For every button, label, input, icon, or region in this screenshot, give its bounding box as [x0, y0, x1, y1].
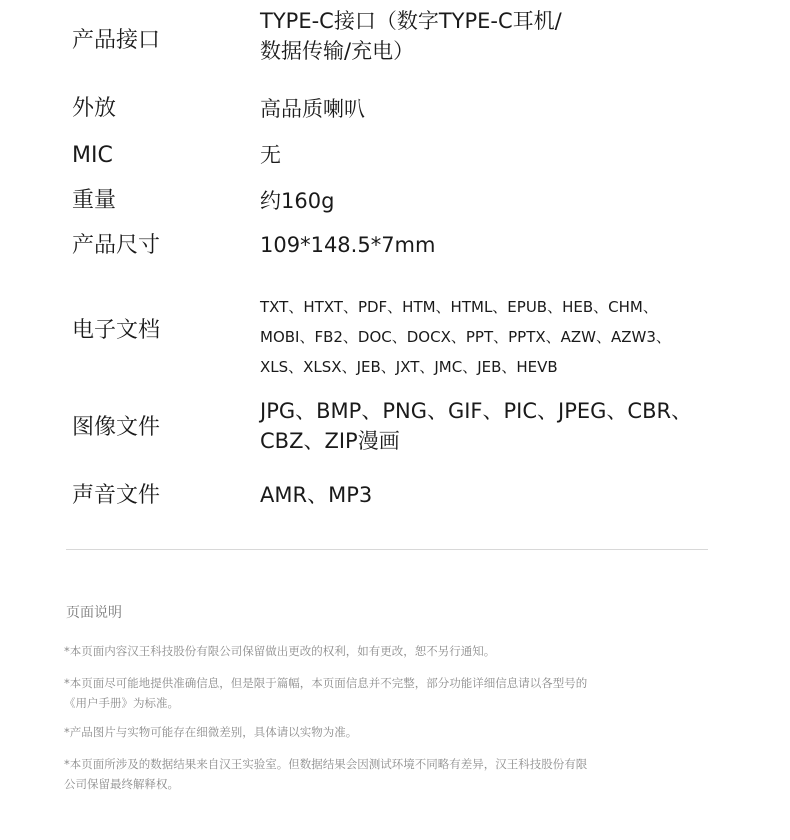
notes-title: 页面说明 — [66, 605, 122, 621]
note-line: *本页面内容汉王科技股份有限公司保留做出更改的权利，如有更改，恕不另行通知。 — [64, 644, 496, 658]
spec-value-dimensions — [260, 230, 435, 260]
spec-label-speaker: 外放 — [72, 96, 117, 121]
spec-value-ebook-formats — [260, 292, 671, 382]
note-item — [64, 754, 724, 794]
spec-label-interface: 产品接口 — [72, 28, 161, 53]
spec-value-audio-formats — [260, 480, 372, 510]
spec-value-speaker — [260, 94, 365, 124]
spec-value-line: AMR、MP3 — [260, 483, 373, 507]
spec-label-audio-formats: 声音文件 — [72, 483, 161, 508]
spec-value-mic — [260, 140, 281, 170]
spec-value-line: XLS、XLSX、JEB、JXT、JMC、JEB、HEVB — [260, 358, 558, 376]
spec-value-line: 数据传输/充电） — [260, 39, 415, 63]
spec-value-line: CBZ、ZIP漫画 — [260, 429, 400, 453]
spec-label-mic: MIC — [72, 143, 113, 168]
note-line: *本页面所涉及的数据结果来自汉王实验室。但数据结果会因测试环境不同略有差异，汉王科技股份有限 — [64, 757, 588, 771]
note-line: *本页面尽可能地提供准确信息，但是限于篇幅，本页面信息并不完整，部分功能详细信息请以各型号的 — [64, 676, 588, 690]
spec-value-weight — [260, 186, 334, 216]
spec-value-interface — [260, 6, 562, 66]
note-item — [64, 722, 724, 742]
spec-value-line: 109*148.5*7mm — [260, 233, 436, 257]
spec-label-ebook-formats: 电子文档 — [72, 318, 161, 343]
note-item — [64, 673, 724, 713]
spec-value-line: JPG、BMP、PNG、GIF、PIC、JPEG、CBR、 — [260, 399, 693, 423]
spec-value-line: MOBI、FB2、DOC、DOCX、PPT、PPTX、AZW、AZW3、 — [260, 328, 671, 346]
spec-label-image-formats: 图像文件 — [72, 415, 161, 440]
spec-value-line: 高品质喇叭 — [260, 97, 365, 121]
section-divider — [66, 549, 708, 550]
note-line: *产品图片与实物可能存在细微差别，具体请以实物为准。 — [64, 725, 358, 739]
spec-value-image-formats — [260, 396, 692, 456]
spec-value-line: 约160g — [260, 189, 335, 213]
spec-label-weight: 重量 — [72, 188, 117, 213]
note-line: 《用户手册》为标准。 — [64, 696, 179, 710]
spec-value-line: TYPE-C接口（数字TYPE-C耳机/ — [260, 9, 562, 33]
spec-label-dimensions: 产品尺寸 — [72, 233, 161, 258]
spec-value-line: 无 — [260, 143, 281, 167]
spec-value-line: TXT、HTXT、PDF、HTM、HTML、EPUB、HEB、CHM、 — [260, 298, 658, 316]
note-item — [64, 641, 724, 661]
note-line: 公司保留最终解释权。 — [64, 777, 179, 791]
